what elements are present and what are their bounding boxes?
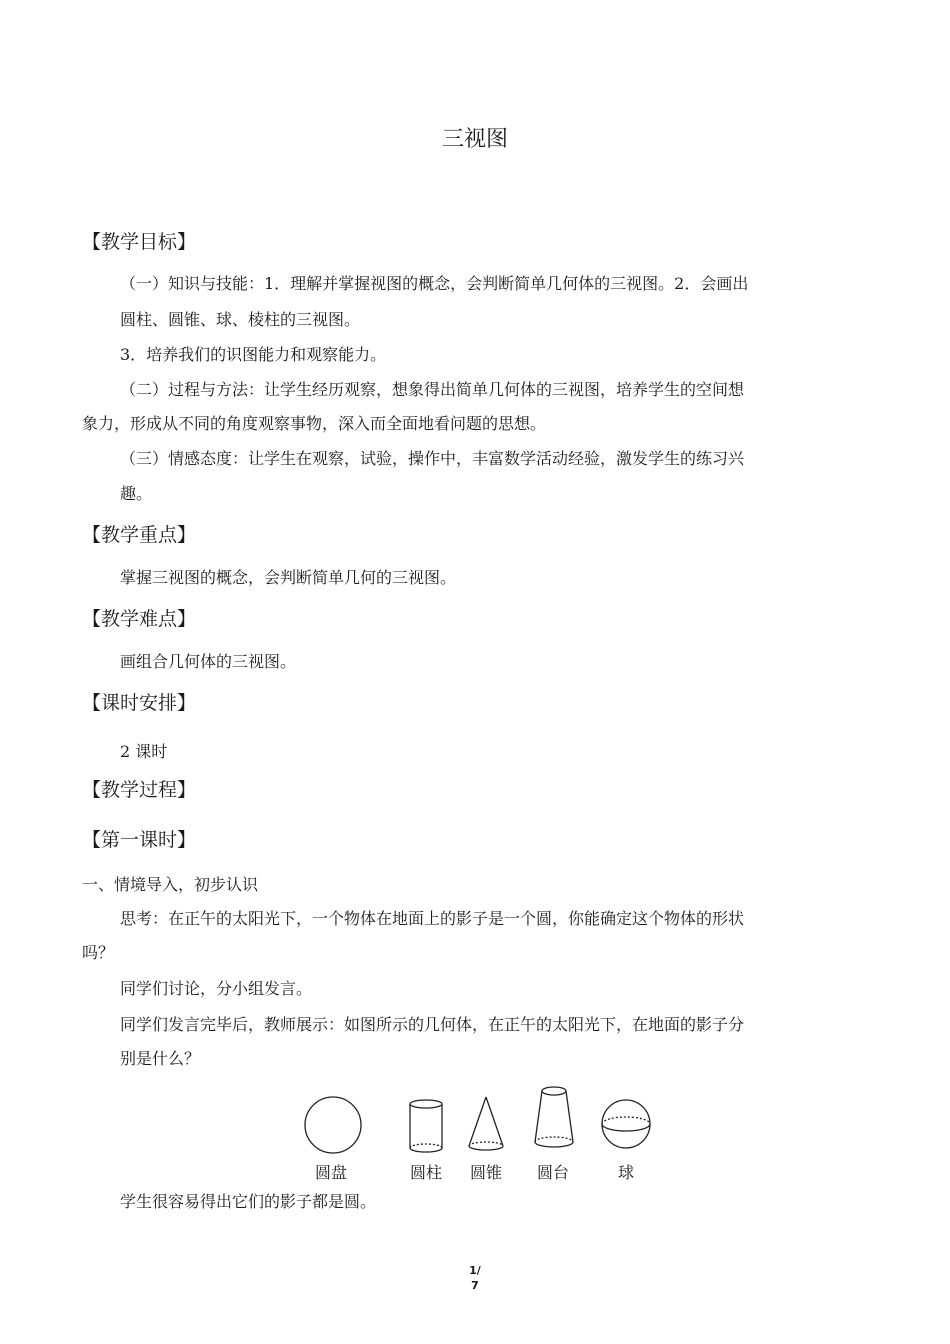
goals-line-1: （一）知识与技能：1．理解并掌握视图的概念，会判断简单几何体的三视图。2．会画出	[120, 274, 749, 293]
schedule-text: 2 课时	[120, 742, 168, 761]
page-number-current: 1/	[469, 1264, 481, 1277]
goals-line-4: （二）过程与方法：让学生经历观察，想象得出简单几何体的三视图，培养学生的空间想	[120, 380, 745, 399]
intro-line-4: 同学们发言完毕后，教师展示：如图所示的几何体，在正午的太阳光下，在地面的影子分	[120, 1015, 745, 1034]
process-heading: 【教学过程】	[82, 779, 197, 801]
goals-line-3: 3．培养我们的识图能力和观察能力。	[120, 345, 387, 364]
goals-line-5: 象力，形成从不同的角度观察事物，深入而全面地看问题的思想。	[82, 414, 547, 433]
intro-line-1: 思考：在正午的太阳光下，一个物体在地面上的影子是一个圆，你能确定这个物体的形状	[120, 909, 745, 928]
intro-line-5: 别是什么？	[120, 1049, 201, 1068]
frustum-shape	[535, 1087, 573, 1147]
difficult-heading: 【教学难点】	[82, 608, 197, 630]
label-frustum: 圆台	[537, 1163, 570, 1182]
label-cylinder: 圆柱	[410, 1163, 443, 1182]
difficult-text: 画组合几何体的三视图。	[120, 652, 297, 671]
key-text: 掌握三视图的概念，会判断简单几何的三视图。	[120, 568, 457, 587]
intro-line-2: 吗？	[82, 943, 115, 962]
intro-heading: 一、情境导入，初步认识	[82, 875, 259, 894]
disc-shape	[305, 1097, 361, 1153]
lesson1-heading: 【第一课时】	[82, 829, 197, 851]
key-heading: 【教学重点】	[82, 524, 197, 546]
label-sphere: 球	[618, 1163, 635, 1182]
goals-line-6: （三）情感态度：让学生在观察，试验，操作中，丰富数学活动经验，激发学生的练习兴	[120, 449, 745, 468]
cone-shape	[469, 1097, 503, 1150]
label-cone: 圆锥	[470, 1163, 503, 1182]
cylinder-shape	[410, 1100, 442, 1152]
goals-line-2: 圆柱、圆锥、球、棱柱的三视图。	[120, 310, 361, 329]
goals-line-7: 趣。	[120, 484, 153, 503]
intro-line-3: 同学们讨论，分小组发言。	[120, 979, 313, 998]
label-disc: 圆盘	[315, 1163, 348, 1182]
schedule-heading: 【课时安排】	[82, 692, 197, 714]
conclusion-text: 学生很容易得出它们的影子都是圆。	[120, 1192, 377, 1211]
page-number-total: 7	[471, 1279, 479, 1292]
goals-heading: 【教学目标】	[82, 231, 197, 253]
page-title: 三视图	[441, 127, 508, 152]
sphere-shape	[602, 1100, 650, 1148]
